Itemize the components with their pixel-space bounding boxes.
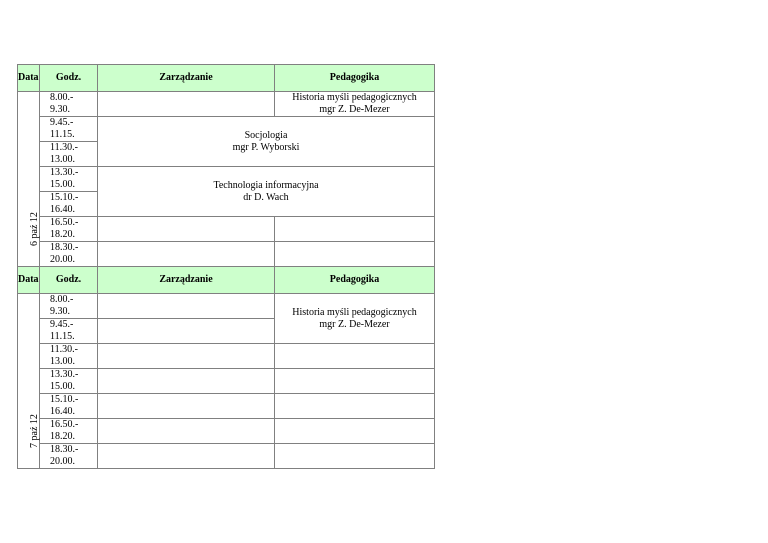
zarzadzanie-header: Zarządzanie — [98, 267, 275, 294]
time-slot-row — [18, 167, 435, 192]
time-cell: 11.30.- 13.00. — [40, 142, 98, 167]
date-header: Data — [18, 65, 40, 92]
time-cell: 8.00.- 9.30. — [40, 294, 98, 319]
time-cell: 16.50.- 18.20. — [40, 217, 98, 242]
time-slot-row — [18, 92, 435, 117]
hour-header: Godz. — [40, 65, 98, 92]
date-header: Data — [18, 267, 40, 294]
pedagogika-header: Pedagogika — [275, 267, 435, 294]
time-slot-row — [18, 217, 435, 242]
time-cell: 9.45.- 11.15. — [40, 319, 98, 344]
time-slot-row — [18, 444, 435, 469]
empty-cell — [98, 344, 275, 369]
empty-cell — [98, 319, 275, 344]
empty-cell — [98, 92, 275, 117]
empty-cell — [98, 369, 275, 394]
pedagogika-header: Pedagogika — [275, 65, 435, 92]
header-row — [18, 65, 435, 92]
time-cell: 15.10.- 16.40. — [40, 394, 98, 419]
schedule-table — [17, 64, 435, 469]
date-cell: 6 paź 12 — [18, 92, 40, 267]
time-cell: 9.45.- 11.15. — [40, 117, 98, 142]
empty-cell — [275, 344, 435, 369]
empty-cell — [98, 444, 275, 469]
empty-cell — [275, 444, 435, 469]
time-cell: 8.00.- 9.30. — [40, 92, 98, 117]
time-slot-row — [18, 344, 435, 369]
date-cell: 7 paź 12 — [18, 294, 40, 469]
time-cell: 18.30.- 20.00. — [40, 242, 98, 267]
time-slot-row — [18, 117, 435, 142]
time-cell: 16.50.- 18.20. — [40, 419, 98, 444]
time-cell: 13.30.- 15.00. — [40, 167, 98, 192]
time-slot-row — [18, 242, 435, 267]
time-slot-row — [18, 394, 435, 419]
time-slot-row — [18, 369, 435, 394]
empty-cell — [98, 242, 275, 267]
time-cell: 13.30.- 15.00. — [40, 369, 98, 394]
empty-cell — [275, 419, 435, 444]
empty-cell — [98, 419, 275, 444]
empty-cell — [275, 369, 435, 394]
class-cell: Socjologia mgr P. Wyborski — [98, 117, 435, 167]
class-cell: Historia myśli pedagogicznych mgr Z. De-Mezer — [275, 92, 435, 117]
time-cell: 15.10.- 16.40. — [40, 192, 98, 217]
empty-cell — [275, 242, 435, 267]
empty-cell — [275, 394, 435, 419]
time-cell: 18.30.- 20.00. — [40, 444, 98, 469]
time-slot-row — [18, 294, 435, 319]
time-cell: 11.30.- 13.00. — [40, 344, 98, 369]
empty-cell — [98, 217, 275, 242]
hour-header: Godz. — [40, 267, 98, 294]
class-cell: Historia myśli pedagogicznych mgr Z. De-Mezer — [275, 294, 435, 344]
time-slot-row — [18, 419, 435, 444]
empty-cell — [98, 394, 275, 419]
zarzadzanie-header: Zarządzanie — [98, 65, 275, 92]
class-cell: Technologia informacyjna dr D. Wach — [98, 167, 435, 217]
empty-cell — [275, 217, 435, 242]
empty-cell — [98, 294, 275, 319]
header-row — [18, 267, 435, 294]
